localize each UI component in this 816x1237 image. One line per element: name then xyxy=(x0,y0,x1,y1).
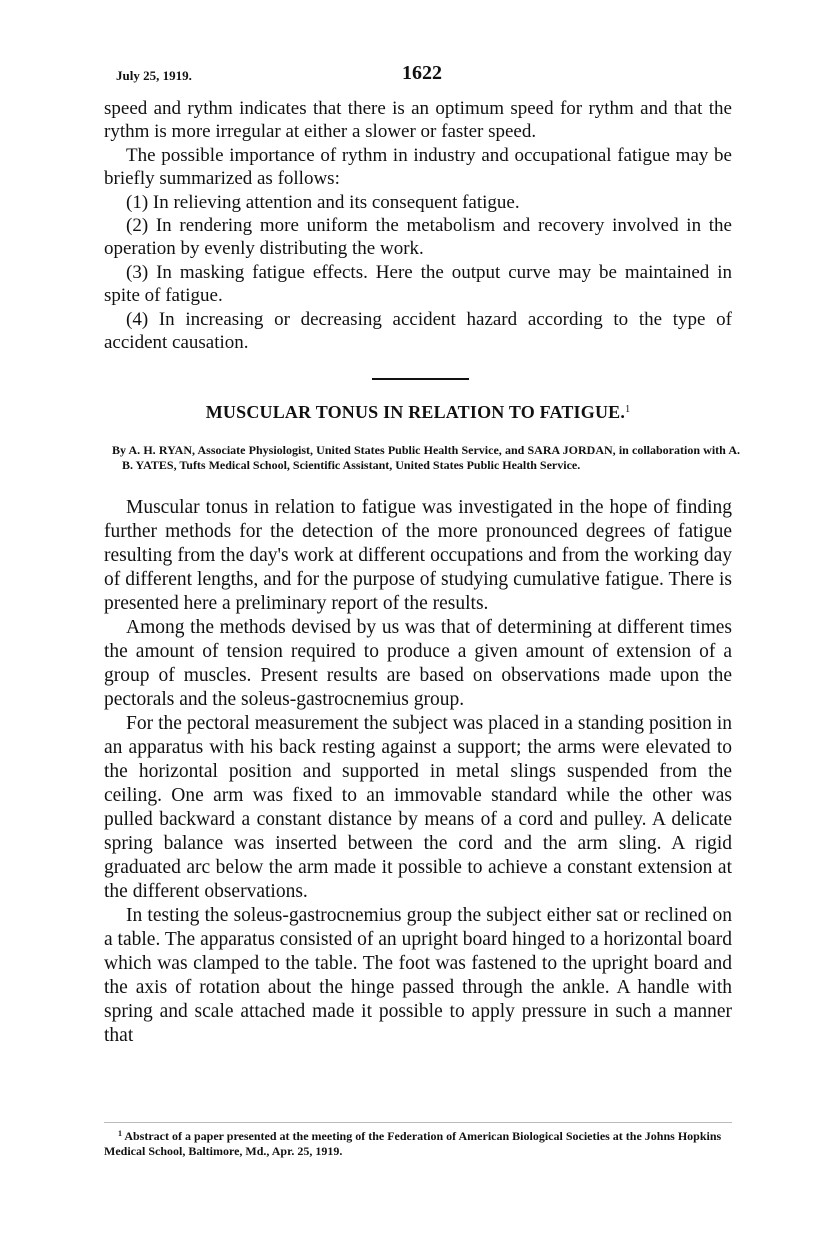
body-paragraph: Muscular tonus in relation to fatigue was investigated in the hope of finding further methods for the detection of the more pronounced degrees of fatigue resulting from the day's work at different occupations and from the working day of different lengths, and for the purpose of studying cumulative fatigue. There is presented here a preliminary report of the results. xyxy=(104,497,732,614)
article-title xyxy=(104,402,732,423)
list-item: (1) In relieving attention and its consequent fatigue. xyxy=(126,191,520,213)
footnote-mark: 1 xyxy=(118,1129,122,1138)
article-body xyxy=(104,496,732,1048)
body-paragraph: Among the methods devised by us was that of determining at different times the amount of tension required to produce a given amount of extension of a group of muscles. Present results are based on observations made upon the pectorals and the soleus-gastrocnemius group. xyxy=(104,617,732,710)
list-item: (2) In rendering more uniform the metabolism and recovery involved in the operation by evenly distributing the work. xyxy=(104,215,732,260)
body-paragraph: In testing the soleus-gastrocnemius group the subject either sat or reclined on a table. The apparatus consisted of an upright board hinged to a horizontal board which was clamped to the table. The foot was fastened to the upright board and the axis of rotation about the hinge passed through the ankle. A handle with spring and scale attached made it possible to apply pressure in such a manner that xyxy=(104,905,732,1046)
intro-paragraph: The possible importance of rythm in industry and occupational fatigue may be briefly summarized as follows: xyxy=(104,144,732,190)
list-item: (4) In increasing or decreasing accident hazard according to the type of accident causation. xyxy=(104,308,732,354)
byline: By A. H. RYAN, Associate Physiologist, United States Public Health Service, and SARA JORDAN, in collaboration with A. B. YATES, Tufts Medical School, Scientific Assistant, United States Public Health Service. xyxy=(112,443,740,472)
footnote-text: Abstract of a paper presented at the meeting of the Federation of American Biological Societies at the Johns Hopkins Medical School, Baltimore, Md., Apr. 25, 1919. xyxy=(104,1129,722,1158)
list-item: (3) In masking fatigue effects. Here the output curve may be maintained in spite of fatigue. xyxy=(104,261,732,307)
title-footnote-mark: 1 xyxy=(625,404,631,415)
intro-text xyxy=(104,97,732,354)
page-number: 1622 xyxy=(402,62,442,84)
intro-paragraph: speed and rythm indicates that there is an optimum speed for rythm and that the rythm is more irregular at either a slower or faster speed. xyxy=(104,98,732,143)
footnote-divider xyxy=(104,1122,732,1123)
page-header xyxy=(116,62,736,86)
article-title-text: MUSCULAR TONUS IN RELATION TO FATIGUE. xyxy=(205,402,626,422)
section-divider xyxy=(372,378,469,380)
header-date: July 25, 1919. xyxy=(116,68,192,83)
footnote xyxy=(104,1126,732,1159)
body-paragraph: For the pectoral measurement the subject was placed in a standing position in an apparatus with his back resting against a support; the arms were elevated to the horizontal position and supported in metal slings suspended from the ceiling. One arm was fixed to an immovable standard while the other was pulled backward a constant distance by means of a cord and pulley. A delicate spring balance was inserted between the cord and the arm sling. A rigid graduated arc below the arm made it possible to achieve a constant extension at the different observations. xyxy=(104,713,732,902)
